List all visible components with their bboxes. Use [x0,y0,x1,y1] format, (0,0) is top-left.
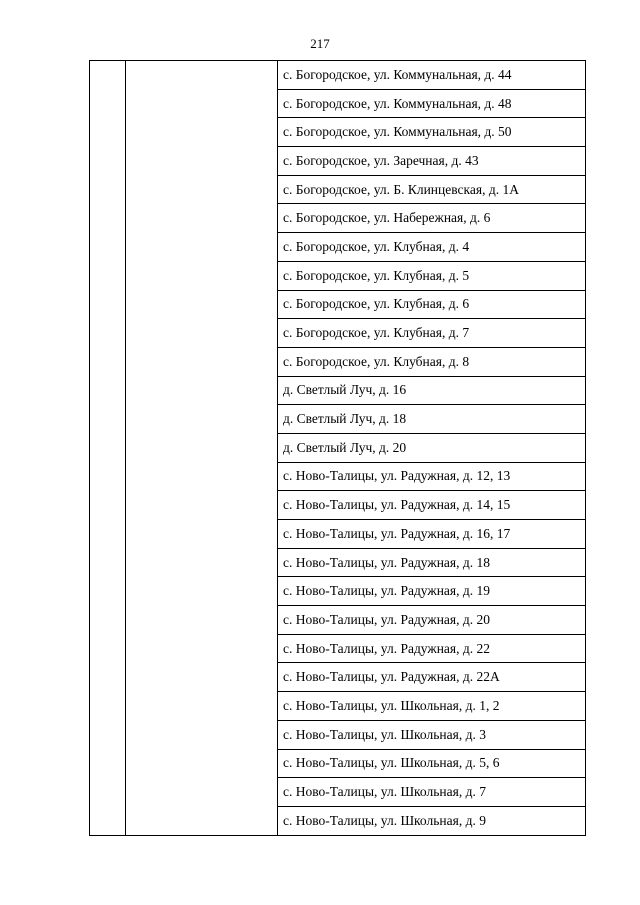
address-cell: с. Богородское, ул. Б. Клинцевская, д. 1А [278,175,586,204]
address-cell: с. Ново-Талицы, ул. Радужная, д. 22А [278,663,586,692]
address-cell: с. Богородское, ул. Клубная, д. 4 [278,233,586,262]
address-cell: с. Богородское, ул. Коммунальная, д. 50 [278,118,586,147]
address-cell: д. Светлый Луч, д. 16 [278,376,586,405]
address-table-body [90,61,586,836]
address-cell: с. Ново-Талицы, ул. Радужная, д. 12, 13 [278,462,586,491]
address-cell: с. Ново-Талицы, ул. Школьная, д. 1, 2 [278,692,586,721]
address-cell: с. Богородское, ул. Коммунальная, д. 44 [278,61,586,90]
address-cell: с. Ново-Талицы, ул. Радужная, д. 19 [278,577,586,606]
address-cell: с. Ново-Талицы, ул. Радужная, д. 20 [278,606,586,635]
address-cell: с. Ново-Талицы, ул. Радужная, д. 22 [278,634,586,663]
address-cell: с. Богородское, ул. Клубная, д. 8 [278,347,586,376]
address-cell: с. Ново-Талицы, ул. Радужная, д. 18 [278,548,586,577]
address-cell: с. Богородское, ул. Клубная, д. 6 [278,290,586,319]
address-cell: с. Ново-Талицы, ул. Радужная, д. 14, 15 [278,491,586,520]
address-cell: с. Богородское, ул. Клубная, д. 5 [278,261,586,290]
address-cell: с. Ново-Талицы, ул. Школьная, д. 5, 6 [278,749,586,778]
address-cell: с. Богородское, ул. Клубная, д. 7 [278,319,586,348]
address-cell: д. Светлый Луч, д. 20 [278,433,586,462]
empty-number-cell [90,61,126,836]
address-cell: д. Светлый Луч, д. 18 [278,405,586,434]
table-row [90,61,586,90]
address-table [89,60,586,836]
address-cell: с. Богородское, ул. Коммунальная, д. 48 [278,89,586,118]
address-cell: с. Ново-Талицы, ул. Радужная, д. 16, 17 [278,520,586,549]
address-cell: с. Богородское, ул. Набережная, д. 6 [278,204,586,233]
address-cell: с. Богородское, ул. Заречная, д. 43 [278,147,586,176]
address-cell: с. Ново-Талицы, ул. Школьная, д. 7 [278,778,586,807]
address-cell: с. Ново-Талицы, ул. Школьная, д. 9 [278,806,586,835]
address-cell: с. Ново-Талицы, ул. Школьная, д. 3 [278,720,586,749]
empty-name-cell [126,61,278,836]
page-number: 217 [310,36,330,51]
